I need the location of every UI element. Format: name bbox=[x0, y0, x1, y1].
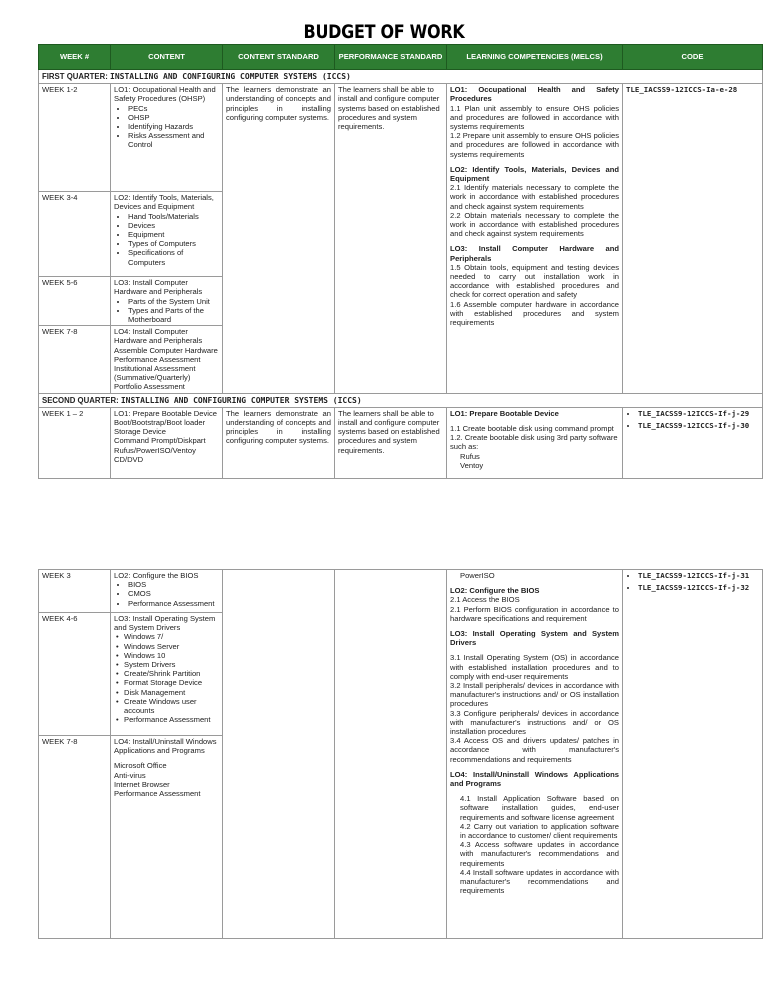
lc-heading: LO1: Prepare Bootable Device bbox=[450, 408, 559, 418]
quarter-label-text: FIRST QUARTER: bbox=[42, 72, 108, 81]
content-standard-cell: The learners demonstrate an understanding of concepts and principles in installing configuring computer systems. bbox=[223, 407, 335, 478]
content-title: LO2: Configure the BIOS bbox=[114, 571, 199, 580]
content-line: Institutional Assessment (Summative/Quarterly) bbox=[114, 364, 196, 383]
quarter-label bbox=[39, 393, 763, 407]
lc-heading: LO2: Configure the BIOS bbox=[450, 586, 540, 596]
lc-item: 3.3 Configure peripherals/ devices in accordance with manufacturer's instructions and/ or OS installation procedures bbox=[450, 708, 619, 737]
content-line: Rufus/PowerISO/Ventoy bbox=[114, 445, 196, 455]
learning-competencies-cell bbox=[447, 570, 623, 939]
week-cell: WEEK 3 bbox=[39, 570, 111, 613]
page-title: BUDGET OF WORK bbox=[303, 20, 465, 43]
lc-heading: LO1: Occupational Health and Safety Procedures bbox=[450, 85, 619, 104]
header-code: CODE bbox=[623, 45, 763, 70]
list-item: • Windows 7/ bbox=[124, 632, 219, 641]
budget-table-page1 bbox=[38, 44, 763, 479]
code-cell bbox=[623, 407, 763, 478]
content-list bbox=[114, 632, 219, 724]
week-cell: WEEK 3-4 bbox=[39, 192, 111, 277]
content-list bbox=[114, 297, 219, 325]
list-item: • Equipment bbox=[128, 230, 219, 239]
lc-item: 2.2 Obtain materials necessary to complete the work in accordance with established procedures and check against system requirements bbox=[450, 210, 619, 239]
content-line: Portfolio Assessment bbox=[114, 382, 185, 392]
lc-heading: LO3: Install Operating System and System Drivers bbox=[450, 629, 619, 648]
code-cell: TLE_IACSS9-12ICCS-Ia-e-28 bbox=[623, 84, 763, 393]
list-item: • Specifications of Computers bbox=[128, 248, 219, 266]
lc-tool: Ventoy bbox=[460, 460, 484, 470]
content-line: Boot/Bootstrap/Boot loader bbox=[114, 418, 206, 428]
lc-heading: LO4: Install/Uninstall Windows Applications and Programs bbox=[450, 769, 619, 789]
header-performance-standard: PERFORMANCE STANDARD bbox=[335, 45, 447, 70]
lc-item: 1.2 Prepare unit assembly to ensure OHS policies and procedures are followed in accordance with systems requirements bbox=[450, 131, 619, 159]
week-cell: WEEK 5-6 bbox=[39, 277, 111, 326]
table-row bbox=[39, 407, 763, 478]
performance-standard-cell: The learners shall be able to install and configure computer systems based on established procedures and system requirements. bbox=[335, 407, 447, 478]
content-line: Performance Assessment bbox=[114, 789, 201, 799]
quarter-label-text: SECOND QUARTER: bbox=[42, 395, 119, 405]
content-cell bbox=[111, 613, 223, 736]
list-item: • Windows Server bbox=[124, 642, 219, 651]
list-item: • Risks Assessment and Control bbox=[128, 131, 219, 149]
quarter-row-second bbox=[39, 393, 763, 407]
content-cell bbox=[111, 570, 223, 613]
code-list bbox=[626, 409, 759, 430]
list-item: • Format Storage Device bbox=[124, 678, 219, 687]
lc-tool: PowerISO bbox=[460, 571, 495, 580]
header-content-standard: CONTENT STANDARD bbox=[223, 45, 335, 70]
lc-item: 4.2 Carry out variation to application software in accordance to customer/ client requirements bbox=[460, 821, 619, 841]
list-item: • Identifying Hazards bbox=[128, 122, 219, 131]
lc-item: 4.1 Install Application Software based on software installation guides, end-user requirements and software license agreement bbox=[460, 794, 619, 822]
list-item: • BIOS bbox=[128, 580, 219, 589]
list-item: • Create/Shrink Partition bbox=[124, 669, 219, 678]
list-item: • Hand Tools/Materials bbox=[128, 212, 219, 221]
content-cell bbox=[111, 192, 223, 277]
content-line: Internet Browser bbox=[114, 779, 170, 789]
performance-standard-cell: The learners shall be able to install and configure computer systems based on established procedures and system requirements. bbox=[335, 84, 447, 393]
list-item: • Devices bbox=[128, 221, 219, 230]
list-item: • Create Windows user accounts bbox=[124, 697, 219, 715]
content-cell bbox=[111, 407, 223, 478]
code-item: • TLE_IACSS9-12ICCS-If-j-32 bbox=[638, 583, 759, 592]
content-cell bbox=[111, 736, 223, 939]
header-content: CONTENT bbox=[111, 45, 223, 70]
content-standard-cell bbox=[223, 570, 335, 939]
quarter-name: INSTALLING AND CONFIGURING COMPUTER SYSTEMS (ICCS) bbox=[120, 395, 362, 405]
lc-item: 3.1 Install Operating System (OS) in accordance with established installation procedures and to comply with end-user requirements bbox=[450, 653, 619, 681]
code-item: • TLE_IACSS9-12ICCS-If-j-30 bbox=[638, 421, 759, 430]
content-title: LO1: Prepare Bootable Device bbox=[114, 408, 217, 418]
list-item: • Parts of the System Unit bbox=[128, 297, 219, 306]
lc-item: 2.1 Access the BIOS bbox=[450, 595, 520, 605]
list-item: • Disk Management bbox=[124, 688, 219, 697]
list-item: • PECs bbox=[128, 104, 219, 113]
list-item: • OHSP bbox=[128, 113, 219, 122]
content-line: Command Prompt/Diskpart bbox=[114, 436, 206, 446]
table-row bbox=[39, 570, 763, 613]
lc-item: 2.1 Perform BIOS configuration in accordance to hardware specifications and requirement bbox=[450, 604, 619, 623]
content-list bbox=[114, 212, 219, 267]
lc-item: 1.5 Obtain tools, equipment and testing devices needed to carry out installation work in accordance with established procedures and check for correct operation and safety bbox=[450, 262, 619, 300]
list-item: • Performance Assessment bbox=[124, 715, 219, 724]
lc-item: 1.2. Create bootable disk using 3rd party software such as: bbox=[450, 433, 618, 452]
content-line: Anti-virus bbox=[114, 770, 146, 780]
lc-item: 1.6 Assemble computer hardware in accordance with established procedures and system requirements bbox=[450, 299, 619, 328]
lc-item: 1.1 Plan unit assembly to ensure OHS policies and procedures are followed in accordance with systems requirements bbox=[450, 103, 619, 132]
header-learning-competencies: LEARNING COMPETENCIES (MELCS) bbox=[447, 45, 623, 70]
content-title: LO4: Install/Uninstall Windows Applications and Programs bbox=[114, 737, 217, 756]
code-item: • TLE_IACSS9-12ICCS-If-j-29 bbox=[638, 409, 759, 418]
learning-competencies-cell bbox=[447, 84, 623, 393]
week-cell: WEEK 7-8 bbox=[39, 736, 111, 939]
lc-item: 4.3 Access software updates in accordance with manufacturer's recommendations and requirements bbox=[460, 840, 619, 868]
quarter-row-first bbox=[39, 70, 763, 84]
content-title: LO3: Install Computer Hardware and Peripherals bbox=[114, 278, 203, 297]
lc-item: 1.1 Create bootable disk using command prompt bbox=[450, 424, 614, 434]
lc-item: 2.1 Identify materials necessary to complete the work in accordance with established procedures and check against system requirements bbox=[450, 183, 619, 211]
content-title: LO1: Occupational Health and Safety Procedures (OHSP) bbox=[114, 85, 216, 104]
lc-tool: Rufus bbox=[460, 451, 480, 461]
quarter-label bbox=[39, 70, 763, 84]
lc-item: 3.4 Access OS and drivers updates/ patches in accordance with manufacturer's recommendations and requirements bbox=[450, 736, 619, 764]
performance-standard-cell bbox=[335, 570, 447, 939]
budget-table-page2 bbox=[38, 569, 763, 939]
lc-item: 4.4 Install software updates in accordance with manufacturer's recommendations and requirements bbox=[460, 867, 619, 896]
content-title: LO2: Identify Tools, Materials, Devices and Equipment bbox=[114, 193, 214, 212]
content-list bbox=[114, 580, 219, 608]
content-standard-cell: The learners demonstrate an understanding of concepts and principles in installing configuring computer systems. bbox=[223, 84, 335, 393]
code-list bbox=[626, 571, 759, 592]
list-item: • System Drivers bbox=[124, 660, 219, 669]
list-item: • Types of Computers bbox=[128, 239, 219, 248]
week-cell: WEEK 4-6 bbox=[39, 613, 111, 736]
header-week: WEEK # bbox=[39, 45, 111, 70]
content-title: LO3: Install Operating System and System Drivers bbox=[114, 614, 216, 633]
content-list bbox=[114, 104, 219, 150]
list-item: • Windows 10 bbox=[124, 651, 219, 660]
list-item: • CMOS bbox=[128, 589, 219, 598]
content-line: Performance Assessment bbox=[114, 354, 201, 364]
content-cell bbox=[111, 326, 223, 393]
content-cell bbox=[111, 84, 223, 192]
week-cell: WEEK 1-2 bbox=[39, 84, 111, 192]
list-item: • Types and Parts of the Motherboard bbox=[128, 306, 219, 324]
lc-heading: LO2: Identify Tools, Materials, Devices and Equipment bbox=[450, 164, 619, 184]
content-line: CD/DVD bbox=[114, 454, 144, 464]
quarter-name: INSTALLING AND CONFIGURING COMPUTER SYSTEMS (ICCS) bbox=[110, 72, 351, 81]
learning-competencies-cell bbox=[447, 407, 623, 478]
header-row bbox=[39, 45, 763, 70]
code-item: • TLE_IACSS9-12ICCS-If-j-31 bbox=[638, 571, 759, 580]
week-cell: WEEK 1 – 2 bbox=[39, 407, 111, 478]
content-cell bbox=[111, 277, 223, 326]
content-line: Microsoft Office bbox=[114, 761, 167, 771]
table-row bbox=[39, 84, 763, 192]
week-cell: WEEK 7-8 bbox=[39, 326, 111, 393]
content-line: Storage Device bbox=[114, 427, 166, 437]
content-line: Assemble Computer Hardware bbox=[114, 345, 218, 355]
list-item: • Performance Assessment bbox=[128, 599, 219, 608]
lc-heading: LO3: Install Computer Hardware and Peripherals bbox=[450, 244, 619, 263]
lc-item: 3.2 Install peripherals/ devices in accordance with manufacturer's instructions and/ or OS installation procedures bbox=[450, 681, 619, 709]
code-cell bbox=[623, 570, 763, 939]
content-title: LO4: Install Computer Hardware and Peripherals bbox=[114, 327, 203, 346]
